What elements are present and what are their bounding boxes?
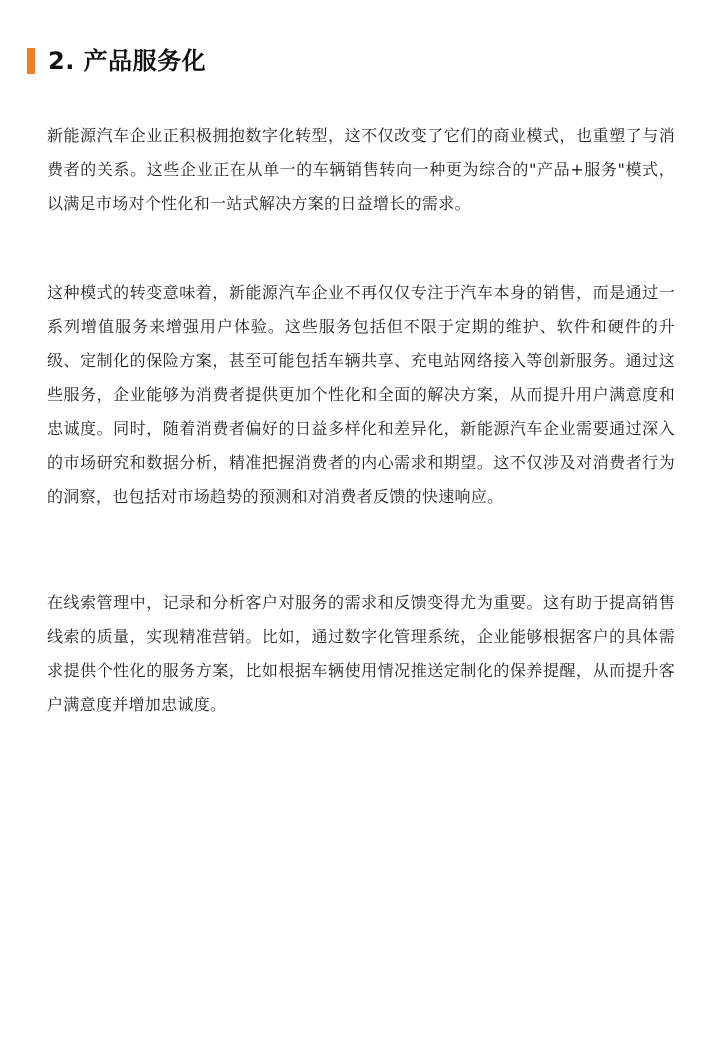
paragraph-2: 这种模式的转变意味着，新能源汽车企业不再仅仅专注于汽车本身的销售，而是通过一系列增值服务来增强用户体验。这些服务包括但不限于定期的维护、软件和硬件的升级、定制化的保险方案，甚至可能包括车辆共享、充电站网络接入等创新服务。通过这些服务，企业能够为消费者提供更加个性化和全面的解决方案，从而提升用户满意度和忠诚度。同时，随着消费者偏好的日益多样化和差异化，新能源汽车企业需要通过深入的市场研究和数据分析，精准把握消费者的内心需求和期望。这不仅涉及对消费者行为的洞察，也包括对市场趋势的预测和对消费者反馈的快速响应。: [47, 283, 675, 506]
section-accent-bar: [27, 48, 35, 74]
paragraph-1: 新能源汽车企业正积极拥抱数字化转型，这不仅改变了它们的商业模式，也重塑了与消费者的关系。这些企业正在从单一的车辆销售转向一种更为综合的"产品+服务"模式，以满足市场对个性化和一站式解决方案的日益增长的需求。: [47, 126, 675, 213]
section-header: [27, 45, 206, 77]
paragraph-3: 在线索管理中，记录和分析客户对服务的需求和反馈变得尤为重要。这有助于提高销售线索的质量，实现精准营销。比如，通过数字化管理系统，企业能够根据客户的具体需求提供个性化的服务方案，比如根据车辆使用情况推送定制化的保养提醒，从而提升客户满意度并增加忠诚度。: [47, 593, 675, 714]
section-title: 2. 产品服务化: [48, 47, 207, 75]
